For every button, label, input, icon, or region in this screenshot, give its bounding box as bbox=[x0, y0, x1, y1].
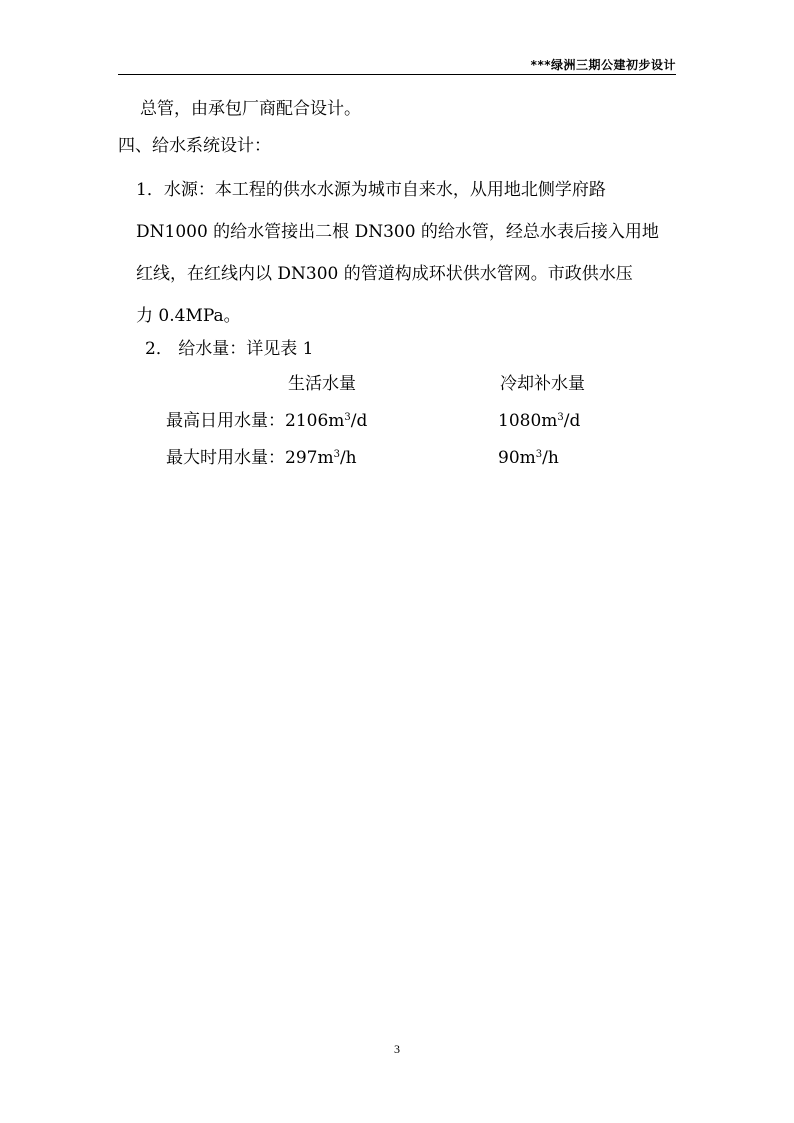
header-title: ***绿洲三期公建初步设计 bbox=[530, 58, 676, 72]
page-number: 3 bbox=[394, 1042, 400, 1056]
item1-line-4: 力 0.4MPa。 bbox=[136, 306, 241, 326]
unit-superscript: 3 bbox=[557, 412, 564, 423]
domestic-value: 297m bbox=[285, 448, 334, 468]
domestic-unit: /d bbox=[350, 411, 368, 431]
cooling-unit: /d bbox=[563, 411, 581, 431]
column-header-domestic: 生活水量 bbox=[288, 374, 356, 394]
section-heading: 四、给水系统设计： bbox=[118, 136, 271, 156]
domestic-unit: /h bbox=[339, 448, 357, 468]
header-rule bbox=[118, 74, 676, 75]
item2-line: 2． 给水量：详见表 1 bbox=[145, 339, 314, 359]
unit-superscript: 3 bbox=[535, 449, 543, 460]
item1-line-2: DN1000 的给水管接出二根 DN300 的给水管，经总水表后接入用地 bbox=[136, 222, 659, 242]
cooling-value: 1080m bbox=[498, 411, 558, 431]
row-label: 最大时用水量： bbox=[166, 448, 285, 468]
unit-superscript: 3 bbox=[333, 449, 340, 460]
column-header-cooling: 冷却补水量 bbox=[500, 374, 585, 394]
domestic-value: 2106m bbox=[285, 411, 345, 431]
cooling-value: 90m bbox=[498, 448, 536, 468]
item1-line-3: 红线，在红线内以 DN300 的管道构成环状供水管网。市政供水压 bbox=[136, 264, 633, 284]
body-line-1: 总管，由承包厂商配合设计。 bbox=[140, 99, 361, 119]
item1-line-1: 1．水源：本工程的供水水源为城市自来水，从用地北侧学府路 bbox=[136, 180, 606, 200]
unit-superscript: 3 bbox=[344, 412, 351, 423]
cooling-unit: /h bbox=[542, 448, 559, 468]
row-label: 最高日用水量： bbox=[166, 411, 285, 431]
